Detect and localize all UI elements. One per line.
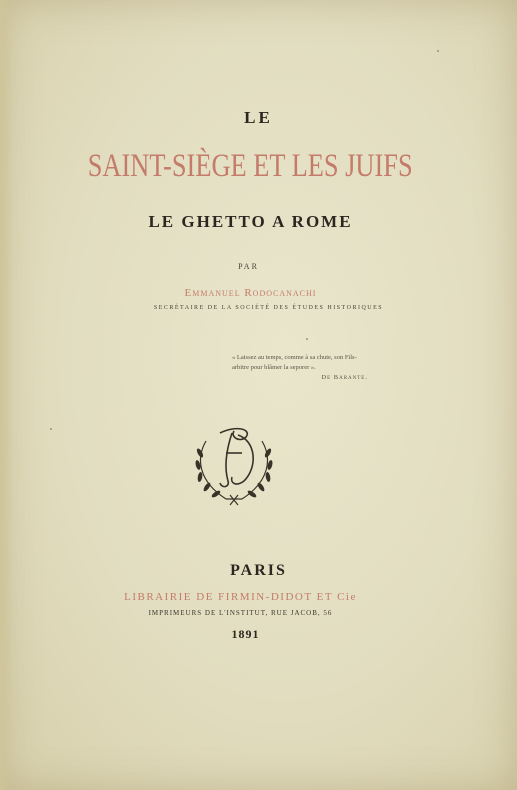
main-title: SAINT-SIÈGE ET LES JUIFS bbox=[87, 148, 413, 184]
publisher-name: LIBRAIRIE DE FIRMIN-DIDOT ET Cie bbox=[124, 591, 357, 603]
epigraph-line-2: arbitre pour blâmer la seporer ». bbox=[232, 364, 316, 371]
foxing-spot bbox=[306, 338, 308, 340]
printer-line: IMPRIMEURS DE L'INSTITUT, RUE JACOB, 56 bbox=[148, 609, 333, 617]
foxing-spot bbox=[437, 50, 439, 52]
title-article: LE bbox=[244, 108, 273, 127]
publisher-monogram-icon bbox=[186, 423, 282, 509]
epigraph bbox=[232, 353, 392, 383]
author-role: SECRÉTAIRE DE LA SOCIÉTÉ DES ÉTUDES HISTORIQUES bbox=[153, 305, 384, 311]
publication-year: 1891 bbox=[231, 627, 260, 641]
author-name: Emmanuel Rodocanachi bbox=[184, 287, 317, 299]
epigraph-line-1: « Laissez au temps, comme à sa chute, son Fils- bbox=[232, 354, 357, 361]
epigraph-attribution: De Barante. bbox=[321, 374, 368, 381]
subtitle: LE GHETTO A ROME bbox=[148, 212, 353, 231]
foxing-spot bbox=[50, 428, 52, 430]
imprint-city: PARIS bbox=[230, 562, 287, 579]
by-label: PAR bbox=[238, 262, 259, 271]
